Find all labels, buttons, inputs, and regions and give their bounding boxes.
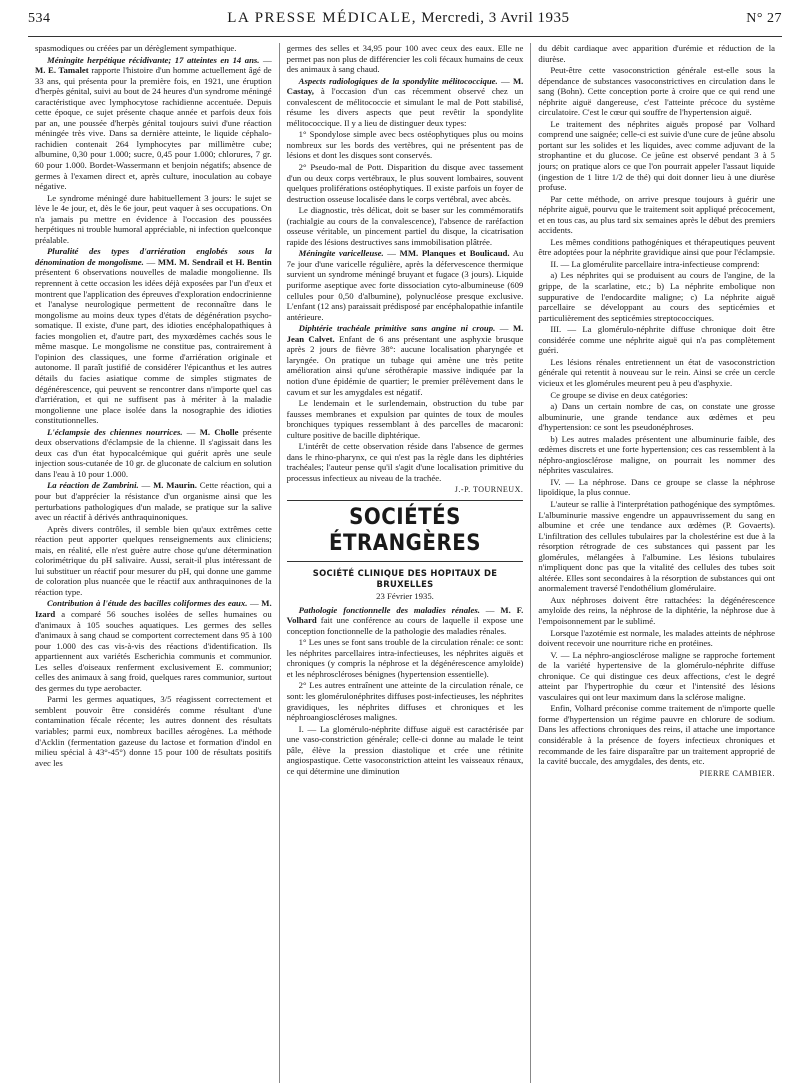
paragraph: Ce groupe se divise en deux catégories: [550,389,688,400]
article-title: Pluralité des types d'arriération englobés sous la dénomination de mongolisme. [35,246,272,267]
article-title: Aspects radiologiques de la spondylite mélitococcique. [298,75,498,86]
article-text: présente deux observations d'éclampsie de la chienne. Il s'agissait dans les deux cas d'un état hypocalcémique qui guérit après une seule injection sous-cutanée de 10 gr. de gluconate de calcium en solution dans l'eau à 10 pour 1.000. [35,426,272,479]
article-author: MM. M. Sendrail et H. Bentin [157,256,272,267]
article: La réaction de Zambrini. — M. Maurin. Cette réaction, qui a pour but d'apprécier la résistance d'un organisme ainsi que les perturbations pathologiques d'un malade, se pratique sur la salive avec un réactif à dérivés anthraquinoniques. [35,480,272,523]
paragraph: Le traitement des néphrites aiguës proposé par Volhard comprend une saignée; celle-ci est suivie d'une cure de jeûne absolu portant sur les solides et les liquides, avec comme adjuvant de la strophantine et du glucose. Ce jeûne est observé pendant 3 à 5 jours; on pratique alors ce que l'on pourrait appeler l'assaut liquide (ingestion de 1 litre 1/2 de thé) qui doit donner lieu à une diurèse profuse. [538,118,776,193]
paragraph: V. — La néphro-angiosclérose maligne se rapproche fortement de la variété hypertensive de la glomérulo-néphrite diffuse chronique. Ce qui distingue ces deux affections, c'est le degré atteint par l'hypertrophie du cœur et l'intensité des lésions vasculaires qui ont leur maximum dans la sclérose maligne. [538,649,776,702]
paragraph: Enfin, Volhard préconise comme traitement de n'importe quelle forme d'hypertension un régime pauvre en chlorure de sodium. Dans les affections chroniques des reins, il attache une importance considérable à la présence de foyers infectieux chroniques et recommande de les faire disparaître par un traitement approprié de la cavité buccale, des amygdales, des dents, etc. [538,703,776,767]
article-title: Diphtérie trachéale primitive sans angine ni croup. [298,323,496,334]
article-text: présentent 6 observations nouvelles de maladie mongolienne. Ils reprennent à cette occasion les idées déjà exposées par l'un d'eux et montrent que l'application des épreuves d'exploration endocrinienne et l'analyse neurologique permettent de reconnaître dans le mongolisme au moins deux types d'états de dégénération psycho-somatique. Il existe, d'une part, des idioties encéphalopathiques à facies mongolien et, d'autre part, des myxœdèmes cachés sous le même masque. Le mongolisme ne constitue pas, contrairement à l'opinion des classiques, une forme d'arriération originale et autonome. Il paraît justifié de considérer l'épicanthus et les autres détails du facies asiatique comme de simples stigmates de dégénérescence, qui peuvent se rencontrer dans n'importe quel cas d'arriération, et qui ne suffisent pas à mériter à la maladie mongolienne une place isolée dans la nosographie des idioties constitutionnelles. [35,267,272,426]
article: L'éclampsie des chiennes nourrices. — M. Cholle présente deux observations d'éclampsie de la chienne. Il s'agissait dans les deux cas d'un état hypocalcémique qui guérit après une seule injection sous-cutanée de 10 gr. de gluconate de calcium en solution dans l'eau à 10 pour 1.000. [35,426,272,479]
article-author: M. E. Tamalet [35,65,89,76]
paragraph: du débit cardiaque avec apparition d'urémie et réduction de la diurèse. [538,43,776,64]
article-text: fait une conférence au cours de laquelle il expose une conception fonctionnelle de la pathologie des maladies rénales. [286,615,524,636]
paragraph: b) Les autres malades présentent une albuminurie faible, des œdèmes discrets et une forte hypertension; ces cas ressemblent à la néphro-angiosclérose maligne, on pourrait les nommer des néphrites vasculaires. [538,433,776,476]
issue-date: Mercredi, 3 Avril 1935 [421,10,570,26]
article: Pluralité des types d'arriération englobés sous la dénomination de mongolisme. — MM. M. Sendrail et H. Bentin présentent 6 observations nouvelles de maladie mongolienne. Ils reprennent à cette occasion les idées déjà exposées par l'un d'eux et montrent que l'application des épreuves d'exploration endocrinienne et l'analyse neurologique permettent de reconnaître dans le mongolisme au moins deux types d'états de dégénération psycho-somatique. Il existe, d'une part, des idioties encéphalopathiques à facies mongolien et, d'autre part, des myxœdèmes cachés sous le même masque. Le mongolisme ne constitue pas, contrairement à l'opinion des classiques, une forme d'arriération originale et autonome. Il paraît justifié de considérer l'épicanthus et les autres détails du facies asiatique comme de simples stigmates de dégénérescence, qui peuvent se rencontrer dans n'importe quel cas d'arriération, et qui ne suffisent pas à mériter à la maladie mongolienne une place isolée dans la nosographie des idioties constitutionnelles. [35,246,272,426]
article-text: Enfant de 6 ans présentant une asphyxie brusque après 2 jours de fièvre 38°: aucune localisation pharyngée et laryngée. On pratique un tubage qui amène une très petite amélioration ainsi qu'une sérothérapie massive indiquée par la notion d'une épidémie de quartier; le premier prélèvement dans le cavum et sur les amygdales est négatif. [286,333,524,397]
article-author: M. F. Volhard [286,604,524,626]
paragraph: a) Les néphrites qui se produisent au cours de l'angine, de la grippe, de la scarlatine, etc.; b) La néphrite embolique non suppurative de l'endocardite maligne; c) La néphrite aiguë parcellaire se développant au cours des septicémies et particulièrement des septicémies streptococciques. [538,270,776,323]
paragraph: L'intérêt de cette observation réside dans l'absence de germes dans le rhino-pharynx, ce qui n'est pas la règle dans les diphtéries trachéales; l'auteur pense qu'il s'agit d'une localisation primitive du processus infectieux au niveau de la trachée. [286,441,524,483]
article-author: M. Jean Calvet. [286,323,524,344]
paragraph: Les lésions rénales entretiennent un état de vasoconstriction générale qui retentit à nouveau sur le rein. Ainsi se crée un cercle vicieux et les glomérules meurent peu à peu d'asphyxie. [538,356,776,388]
paragraph: a) Dans un certain nombre de cas, on constate une grosse albuminurie, une grande tendance aux œdèmes et peu d'hypertension: ce sont les pseudonéphroses. [538,401,776,433]
paragraph: IV. — La néphrose. Dans ce groupe se classe la néphrose lipoïdique, la plus connue. [538,476,776,498]
column-3 [530,43,782,1083]
article-text: rapporte l'histoire d'un homme actuellement âgé de 33 ans, qui présenta pour la première fois, en 1921, une éruption d'herpès génital, suivi au bout de 24 heures d'un syndrome méningé caractéristique avec lymphocytose rachidienne accentuée. Depuis cette époque, ce sujet présente chaque année et parfois deux fois par an, une poussée d'herpès génital toujours suivi d'une réaction méningée très vive. Dans sa dernière atteinte, le liquide céphalo-rachidien contenait 264 lymphocytes par millimètre cube; albumine, 0,30 pour 1.000; sucre, 0,45 pour 1.000; chlorures, 7 gr. 60 pour 1.000. Bordet-Wassermann et benjoin négatifs; absence de germes à l'examen direct et, après culture, inoculation au cobaye négative. [35,65,272,192]
article: Contribution à l'étude des bacilles coliformes des eaux. — M. Izard a comparé 56 souches isolées de selles humaines ou d'animaux à 105 souches aquatiques. Les germes des selles d'animaux à sang chaud se comportent correctement dans 95 à 100 pour 1.000 des cas vis-à-vis des réactions d'identification. Ils appartiennent aux variétés Escherichia communis et communior. Les selles d'oiseaux renferment exclusivement E. communior; celles des animaux à sang froid, quelques rares communior, surtout des germes du type aerobacter. [35,598,272,693]
page-number: 534 [28,11,51,26]
article-title: La réaction de Zambrini. [47,480,139,491]
article-title: Méningite varicelleuse. [298,248,384,259]
section-heading: SOCIÉTÉS ÉTRANGÈRES [329,504,481,556]
article: Méningite herpétique récidivante; 17 atteintes en 14 ans. — M. E. Tamalet rapporte l'histoire d'un homme actuellement âgé de 33 ans, qui présenta pour la première fois, en 1921, une éruption d'herpès génital, suivi au bout de 24 heures d'un syndrome méningé caractéristique avec lymphocytose rachidienne accentuée. Depuis cette époque, ce sujet présente chaque année et parfois deux fois par an, une poussée d'herpès génital toujours suivi d'une réaction méningée très vive. Dans sa dernière atteinte, le liquide céphalo-rachidien contenait 264 lymphocytes par millimètre cube; albumine, 0,30 pour 1.000; sucre, 0,45 pour 1.000; chlorures, 7 gr. 60 pour 1.000. Bordet-Wassermann et benjoin négatifs; absence de germes à l'examen direct et, après culture, inoculation au cobaye négative. [35,54,272,192]
paragraph: Le syndrome méningé dure habituellement 3 jours: le sujet se lève le 4e jour, et, dès le 6e jour, peut vaquer à ses occupations. On n'a jamais pu mettre en évidence à l'occasion des poussées herpétiques ni trouble humoral appréciable, ni infection quelconque préalable. [35,192,272,245]
paragraph: L'auteur se rallie à l'interprétation pathogénique des symptômes. L'albuminurie massive engendre un appauvrissement du sang en albumine et crée une tendance aux œdèmes (P. Govaerts). L'infiltration des cellules tubulaires par la cholestérine est due à la résorption rétrograde de ces substances qui passent par les glomérules, mélangées à l'albumine. Les lésions tubulaires n'impliquent donc pas que la vitalité des cellules des tubes soit altérée. Elles sont secondaires à la résorption de substances qui ont anormalement traversé l'endothélium glomérulaire. [538,498,776,594]
paragraph: II. — La glomérulite parcellaire intra-infectieuse comprend: [550,258,760,269]
column-2 [279,43,531,1083]
article-author: M. Maurin. [153,480,197,491]
article-author: M. Cholle [199,426,239,437]
signature: PIERRE CAMBIER. [699,768,776,778]
article-text: Au 7e jour d'une varicelle régulière, après la défervescence thermique survient un syndrome méningé bruyant et fugace (3 jours). Liquide puriforme aseptique avec forte dissociation cyto-albumineuse (609 cellules pour 0,50 d'albumine), polynucléose presque exclusive. L'enfant (12 ans) paraissait prédisposé par encéphalopathie infantile antérieure. [286,248,524,322]
article-author: MM. Planques et Boulicaud. [399,248,510,259]
session-date: 23 Février 1935. [376,591,434,602]
paragraph: Le lendemain et le surlendemain, obstruction du tube par fausses membranes et expulsion par quintes de toux de moules bronchiques typiques ressemblant à des parcelles de macaroni: culture positive de bacille diphtérique. [286,398,524,440]
article: Pathologie fonctionnelle des maladies rénales. — M. F. Volhard fait une conférence au cours de laquelle il expose une conception fonctionnelle de la pathologie des maladies rénales. [286,604,524,636]
divider [287,500,524,501]
article-text: à l'occasion d'un cas récemment observé chez un convalescent de mélitococcie et simulant le mal de Pott stabilisé, résume les divers aspects que peut revêtir la spondylite mélitococcique. Il y a lieu de distinguer deux types: [286,86,524,128]
masthead [51,10,747,27]
paragraph: Après divers contrôles, il semble bien qu'aux extrêmes cette réaction peut apporter quelques renseignements aux cliniciens; mais, en réalité, elle n'est guère autre chose qu'une détermination colorimétrique du pH salivaire. Aussi, serait-il plus intéressant de lui substituer un réactif pour mesurer du pH, qui donne une gamme de coloration plus nuancée que le réactif aux anthraquinones de la réaction type. [35,523,272,597]
journal-title: LA PRESSE MÉDICALE, [227,10,418,26]
paragraph: germes des selles et 34,95 pour 100 avec ceux des eaux. Elle ne permet pas non plus de différencier les coli fécaux humains de ceux des animaux à sang chaud. [286,43,524,75]
page-header [28,10,782,37]
article-author: M. Castay, [286,75,524,97]
column-1 [28,43,279,1083]
article-title: Méningite herpétique récidivante; 17 atteintes en 14 ans. [47,54,260,65]
article-author: M. Izard [35,598,272,619]
paragraph: 2° Pseudo-mal de Pott. Disparition du disque avec tassement d'un ou deux corps vertébraux, le plus souvent lombaires, souvent quelques proliférations ostéophytiques. Il existe parfois un foyer de destruction osseuse localisée dans le corps vertébral, avec abcès. [286,162,524,204]
paragraph: spasmodiques ou créées par un dérèglement sympathique. [35,43,237,53]
paragraph: Par cette méthode, on arrive presque toujours à guérir une néphrite aiguë, pourvu que le traitement soit appliqué précocement, et en tous cas, au plus tard six semaines après le début des premiers accidents. [538,193,776,236]
article-text: Cette réaction, qui a pour but d'apprécier la résistance d'un organisme ainsi que les perturbations pathologiques d'un malade, se pratique sur la salive avec un réactif à dérivés anthraquinoniques. [35,480,272,523]
paragraph: I. — La glomérulo-néphrite diffuse aiguë est caractérisée par une vaso-constriction générale; celle-ci donne au malade le teint pâle, élève la pression diastolique et crée une rétinite angiospastique. Cette vasoconstriction atteint les vaisseaux rénaux, ce qui détermine une diminution [286,723,524,776]
paragraph: Lorsque l'azotémie est normale, les malades atteints de néphrose doivent recevoir une nourriture riche en protéines. [538,627,776,649]
paragraph: Aux néphroses doivent être rattachées: la dégénérescence amyloïde des reins, la néphrose de la diphtérie, la néphrose due à l'empoisonnement par le sublimé. [538,594,776,626]
article-title: Contribution à l'étude des bacilles coliformes des eaux. [47,598,248,609]
paragraph: III. — La glomérulo-néphrite diffuse chronique doit être considérée comme une néphrite aiguë qui n'a pas complètement guéri. [538,324,776,356]
paragraph: 1° Spondylose simple avec becs ostéophytiques plus ou moins nombreux sur les bords des vertèbres, qui ne présentent pas de lésions et dont les disques sont conservés. [286,129,524,161]
paragraph: 1° Les unes se font sans trouble de la circulation rénale: ce sont: les néphrites parcellaires intra-infectieuses, les néphrites aiguës et chroniques (y compris la néphrose et la dégénérescence amyloïde) et les néphroscléroses bénignes (hypertension essentielle). [286,637,524,679]
issue-number: N° 27 [746,11,782,26]
article-text: a comparé 56 souches isolées de selles humaines ou d'animaux à 105 souches aquatiques. Les germes des selles d'animaux à sang chaud se comportent correctement dans 95 à 100 pour 1.000 des cas vis-à-vis des réactions d'identification. Ils appartiennent aux variétés Escherichia communis et communior. Les selles d'oiseaux renferment exclusivement E. communior; celles des animaux à sang froid, quelques rares communior, surtout des germes du type aerobacter. [35,608,272,693]
article-title: Pathologie fonctionnelle des maladies rénales. [298,604,480,615]
paragraph: Parmi les germes aquatiques, 3/5 réagissent correctement et semblent pouvoir être considérés comme résultant d'une contamination fécale récente; les autres donnent des résultats variables; parmi eux, nombreux bacilles aérogènes. La méthode d'Acklin (fermentation gazeuse du lactose et formation d'indol en milieu spécial à 43°-45°) donne 15 pour 100 de résultats positifs avec les [35,694,272,768]
article-title: L'éclampsie des chiennes nourrices. [47,426,183,437]
paragraph: Les mêmes conditions pathogéniques et thérapeutiques peuvent être adoptées pour la néphrite gravidique ainsi que pour l'éclampsie. [538,236,776,258]
paragraph: 2° Les autres entraînent une atteinte de la circulation rénale, ce sont: les glomérulonéphrites diffuses post-infectieuses, les néphrites gravidiques, les néphrites diffuses et chroniques et les néphroangioscléroses malignes. [286,680,524,723]
society-heading: SOCIÉTÉ CLINIQUE DES HOPITAUX DE BRUXELLES [312,567,498,589]
paragraph: Le diagnostic, très délicat, doit se baser sur les commémoratifs (rachialgie au cours de la convalescence), l'absence de raréfaction osseuse véritable, un pincement partiel du disque, la cicatrisation rapide des lésions destructives sans immobilisation plâtrée. [286,205,524,247]
paragraph: Peut-être cette vasoconstriction générale est-elle sous la dépendance de substances vasoconstrictives en circulation dans le sang (Bohn). Cette conception porte à croire que ce qui rend une néphrite aiguë dangereuse, c'est l'atteinte précoce du système circulatoire. C'est le cœur qui souffre de l'hypertension aiguë. [538,65,776,118]
signature: J.-P. TOURNEUX. [454,485,524,495]
columns [28,43,782,1083]
article: Diphtérie trachéale primitive sans angine ni croup. — M. Jean Calvet. Enfant de 6 ans présentant une asphyxie brusque après 2 jours de fièvre 38°: aucune localisation pharyngée et laryngée. On pratique un tubage qui amène une très petite amélioration ainsi qu'une sérothérapie massive indiquée par la notion d'une épidémie de quartier; le premier prélèvement dans le cavum et sur les amygdales est négatif. [286,323,524,397]
article: Aspects radiologiques de la spondylite mélitococcique. — M. Castay, à l'occasion d'un cas récemment observé chez un convalescent de mélitococcie et simulant le mal de Pott stabilisé, résume les divers aspects que peut revêtir la spondylite mélitococcique. Il y a lieu de distinguer deux types: [286,75,524,128]
divider [287,561,524,562]
article: Méningite varicelleuse. — MM. Planques et Boulicaud. Au 7e jour d'une varicelle régulière, après la défervescence thermique survient un syndrome méningé bruyant et fugace (3 jours). Liquide puriforme aseptique avec forte dissociation cyto-albumineuse (609 cellules pour 0,50 d'albumine), polynucléose presque exclusive. L'enfant (12 ans) paraissait prédisposé par encéphalopathie infantile antérieure. [286,248,524,322]
